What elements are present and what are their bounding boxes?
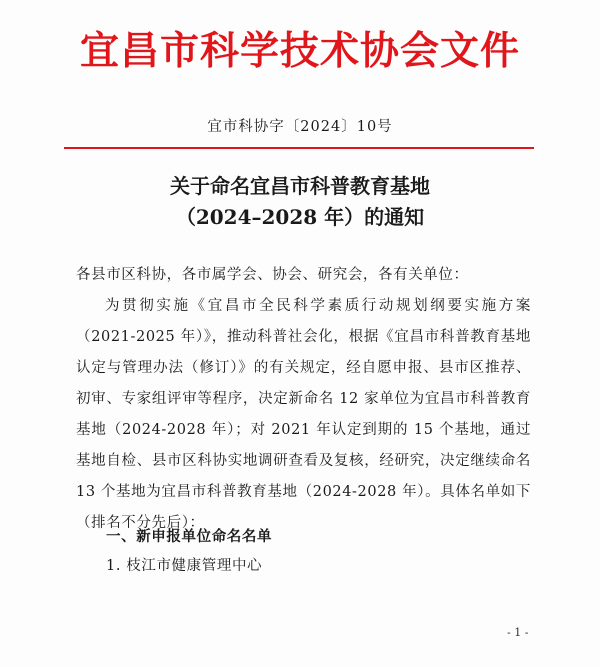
salutation: 各县市区科协，各市属学会、协会、研究会，各有关单位：	[76, 267, 469, 283]
page-number: - 1 -	[507, 626, 529, 639]
section-heading: 一、新申报单位命名名单	[106, 529, 273, 545]
body-paragraph: 为贯彻实施《宜昌市全民科学素质行动规划纲要实施方案（2021-2025 年）》，推动科普社会化，根据《宜昌市科普教育基地认定与管理办法（修订）》的有关规定，经自愿申报、县市区推荐、初审、专家组评审等程序，决定新命名 12 家单位为宜昌市科普教育基地（2024-2028 年）；对 2021 年认定到期的 15 个基地，通过基地自检、县市区科协实地调研查看及复核，经研究，决定继续命名 13 个基地为宜昌市科普教育基地（2024-2028 年）。具体名单如下（排名不分先后）：	[76, 298, 531, 531]
notice-title-line-1: 关于命名宜昌市科普教育基地	[170, 174, 430, 198]
document-masthead: 宜昌市科学技术协会文件	[79, 29, 520, 74]
list-item: 1. 枝江市健康管理中心	[106, 558, 263, 574]
document-number: 宜市科协字〔2024〕10号	[207, 119, 393, 135]
notice-title-line-2: （2024–2028 年）的通知	[175, 205, 425, 229]
red-divider-line	[64, 147, 534, 149]
